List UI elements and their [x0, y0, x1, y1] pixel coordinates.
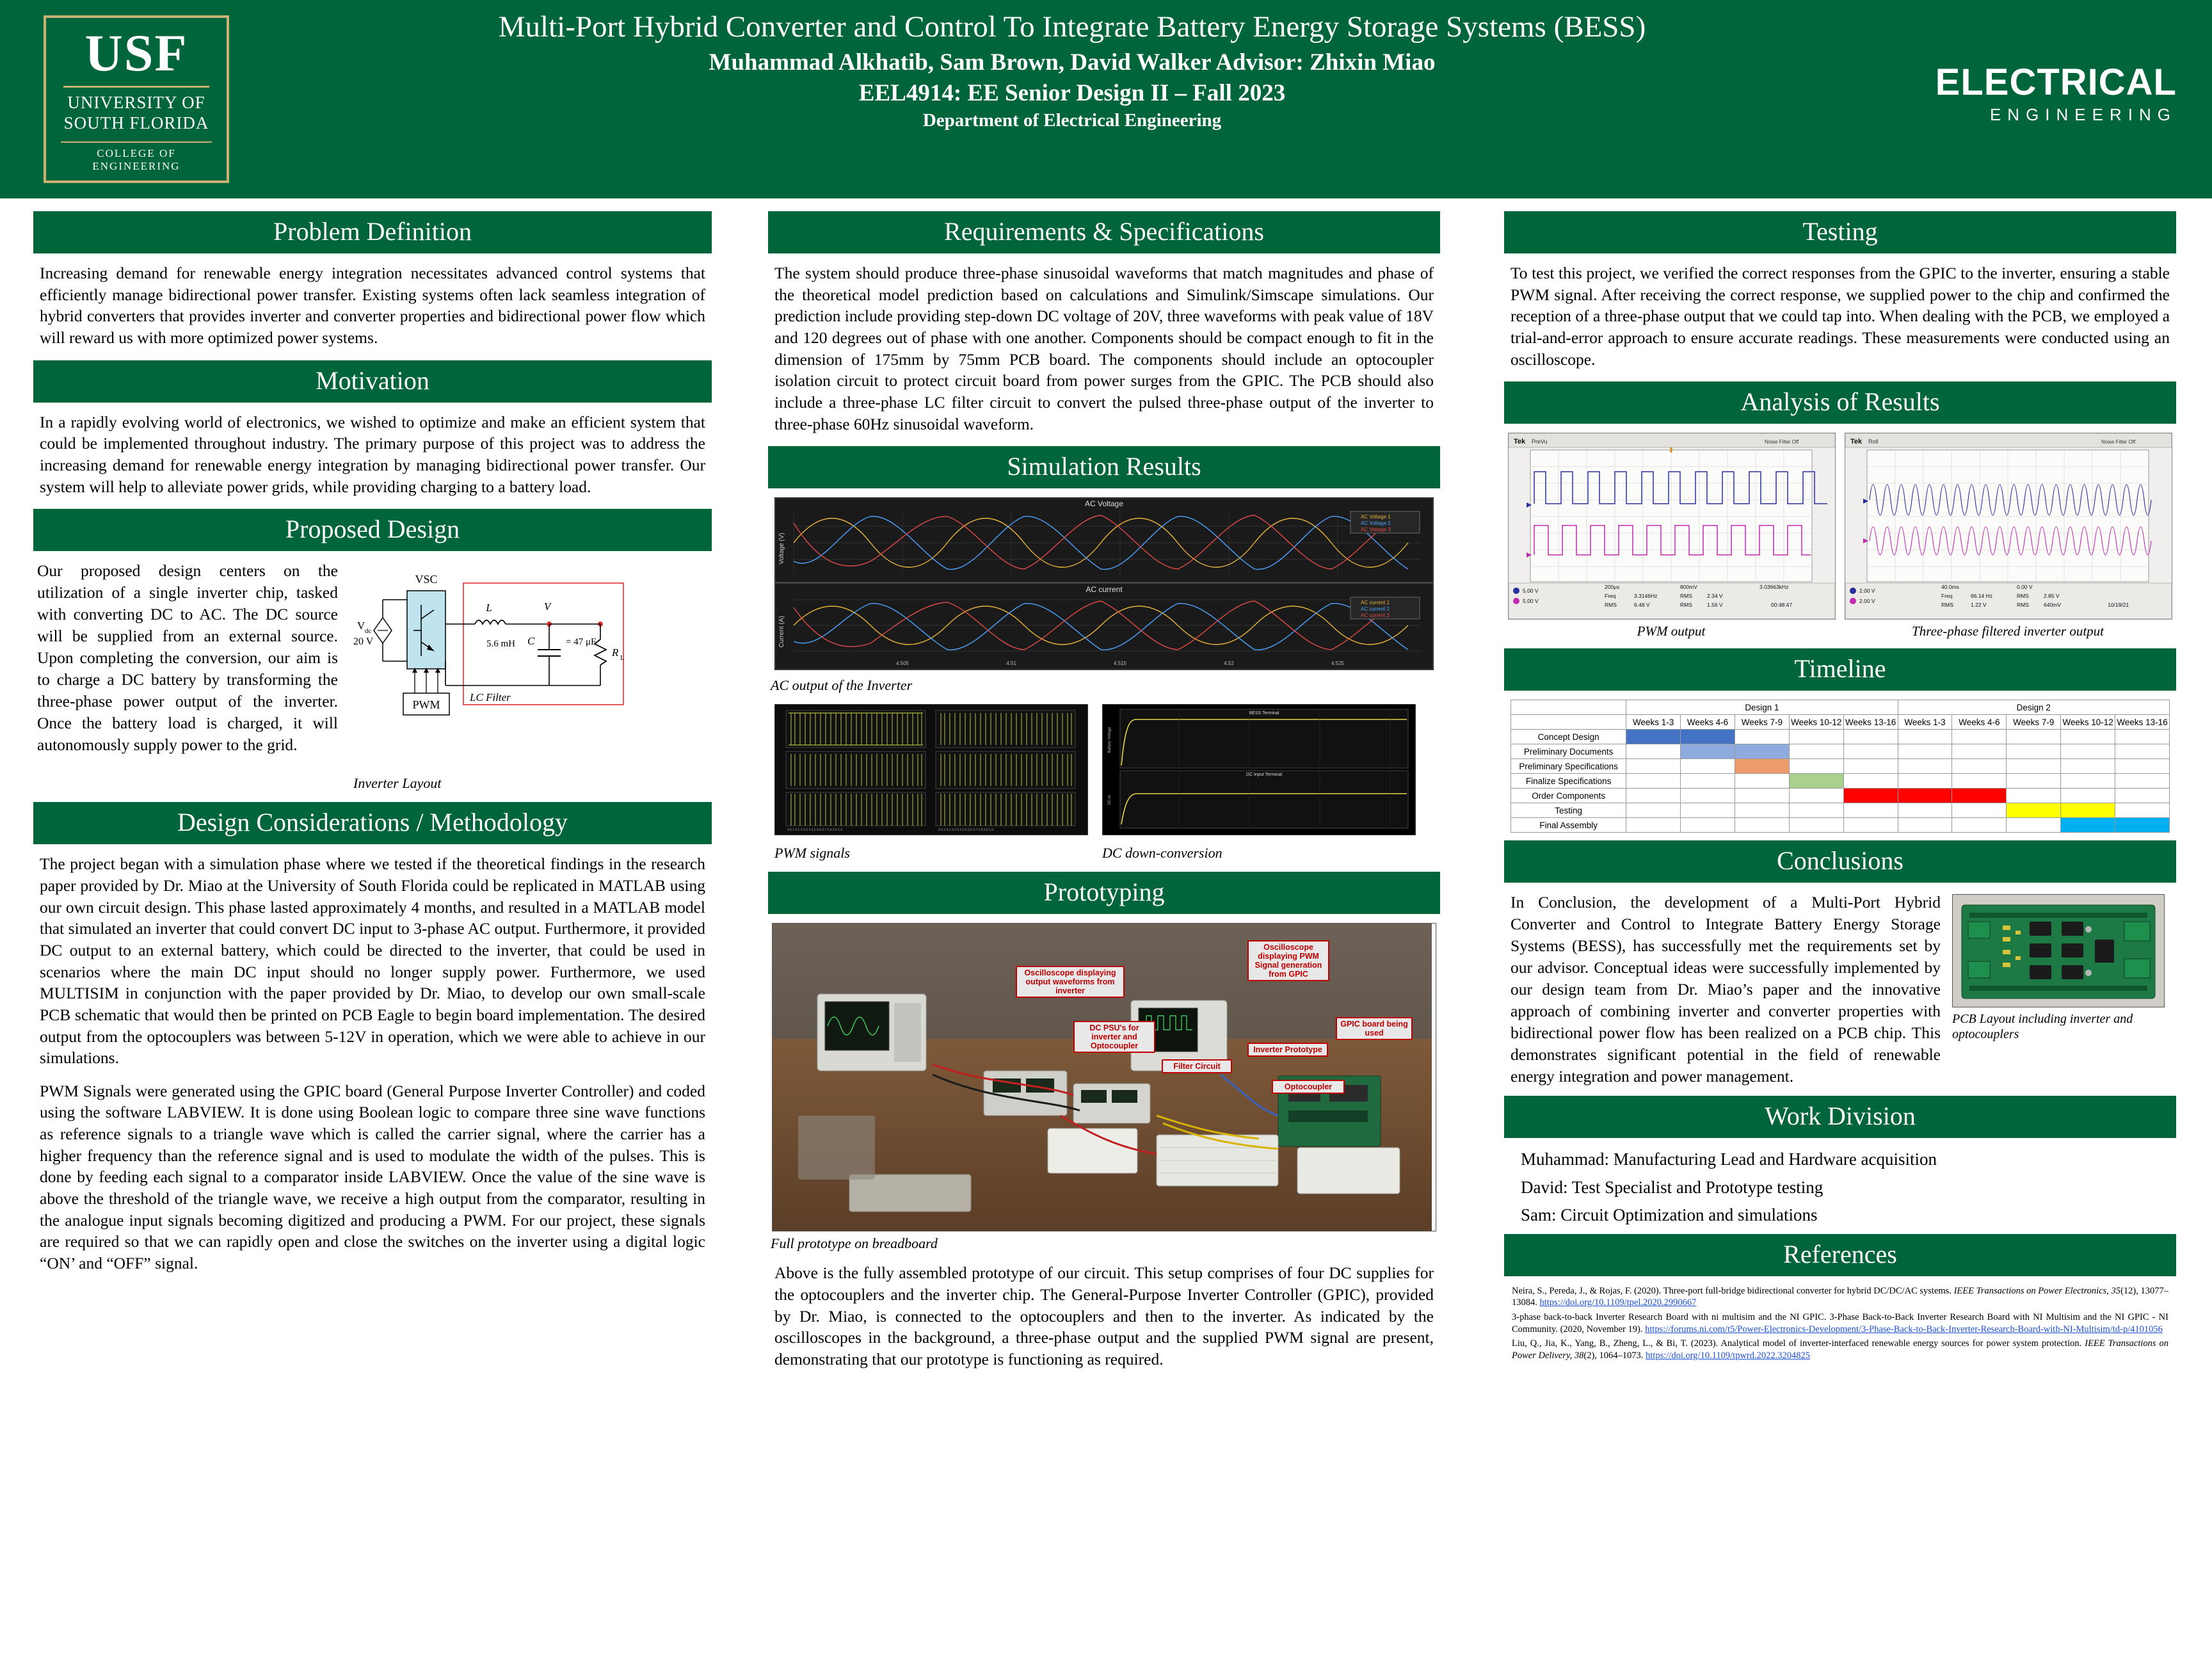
timeline-cell [1735, 730, 1789, 744]
timeline-cell [2007, 759, 2061, 774]
timeline-cell [2007, 744, 2061, 759]
timeline-cell [2061, 744, 2115, 759]
svg-text:AC current 3: AC current 3 [1361, 613, 1390, 619]
design-methodology-text-1: The project began with a simulation phase where we tested if the theoretical findings in the research paper provided by Dr. Miao at the University of South Florida could be replicated in MATLAB using our own circuit design. This phase lasted approximately 4 months, and resulted in a MATLAB model that simulated an inverter that could convert DC input to 3-phase AC output. Furthermore, it provided DC output to an external battery, which could be directed to the inverter, that could be used in scenarios where the main DC input should no longer supply power. Furthermore, we used MULTISIM in conjunction with the paper provided by Dr. Miao, to develop our own small-scale PCB schematic that would then be printed on PCB Eagle to begin board implementation. The desired output from the optocouplers was between 5-12V in operation, which we were able to achieve in our simulations. [40, 854, 705, 1068]
svg-text:4.52: 4.52 [1224, 661, 1234, 667]
timeline-cell [1626, 774, 1681, 789]
svg-text:VSC: VSC [415, 573, 438, 586]
timeline-cell [2061, 789, 2115, 803]
timeline-week-header: Weeks 7-9 [1735, 715, 1789, 730]
timeline-cell [1952, 774, 2007, 789]
timeline-cell [2115, 789, 2170, 803]
pcb-photo-caption: PCB Layout including inverter and optocouplers [1952, 1012, 2133, 1042]
timeline-row-label: Concept Design [1511, 730, 1626, 744]
svg-text:Battery Voltage: Battery Voltage [1108, 726, 1112, 753]
section-heading-requirements: Requirements & Specifications [768, 211, 1440, 253]
timeline-cell [1681, 774, 1735, 789]
timeline-cell [1898, 774, 1952, 789]
timeline-cell [1952, 759, 2007, 774]
timeline-cell [1626, 818, 1681, 833]
ac-output-caption: AC output of the Inverter [771, 677, 913, 694]
conclusions-block [1511, 892, 2170, 1087]
timeline-cell [1843, 803, 1898, 818]
timeline-cell [1681, 730, 1735, 744]
reference-journal: IEEE Transactions on Power Delivery, 38 [1512, 1338, 2168, 1361]
reference-item [1512, 1338, 2168, 1361]
timeline-cell [2115, 744, 2170, 759]
svg-text:AC current 2: AC current 2 [1361, 606, 1390, 613]
timeline-cell [2061, 774, 2115, 789]
timeline-cell [2061, 818, 2115, 833]
svg-text:4.505: 4.505 [895, 661, 910, 667]
poster-title: Multi-Port Hybrid Converter and Control To Integrate Battery Energy Storage Systems (BESS) [498, 10, 1646, 44]
timeline-week-header: Weeks 13-16 [2115, 715, 2170, 730]
svg-text:Noise Filter Off: Noise Filter Off [1765, 439, 1799, 445]
svg-text:Noise Filter Off: Noise Filter Off [2101, 439, 2136, 445]
prototype-description: Above is the fully assembled prototype of our circuit. This setup comprises of four DC supplies for the optocouplers and the inverter chip. The General-Purpose Inverter Controller (GPIC), provided by Dr. Miao, is connected to the optocouplers and then to the inverter. As indicated by the oscilloscopes in the background, a three-phase output and the supplied PWM signal are present, demonstrating that our prototype is functioning as required. [774, 1263, 1434, 1368]
svg-text:2.00 V: 2.00 V [1859, 598, 1875, 605]
proto-label-scope-inverter: Oscilloscope displaying output waveforms from inverter [1016, 966, 1125, 998]
svg-text:Current (A): Current (A) [778, 616, 785, 648]
svg-text:Roll: Roll [1868, 438, 1879, 445]
timeline-cell [2115, 818, 2170, 833]
timeline-cell [1789, 730, 1843, 744]
timeline-table [1511, 700, 2170, 833]
svg-text:1.56 V: 1.56 V [1707, 602, 1723, 609]
svg-text:20 V: 20 V [353, 636, 374, 648]
timeline-cell [1952, 789, 2007, 803]
timeline-corner [1511, 700, 1626, 715]
sim-lower-figures [774, 704, 1434, 838]
svg-text:800mV: 800mV [1680, 584, 1697, 591]
svg-text:10/19/21: 10/19/21 [2108, 602, 2129, 609]
timeline-cell [1735, 759, 1789, 774]
pwm-signals-figure [774, 704, 1088, 838]
left-column [33, 211, 712, 1286]
pcb-photo-block [1952, 894, 2163, 1042]
svg-text:4.525: 4.525 [1331, 661, 1345, 667]
svg-text:L: L [486, 602, 492, 614]
section-heading-analysis: Analysis of Results [1504, 381, 2176, 424]
svg-text:00:48:47: 00:48:47 [1771, 602, 1793, 609]
reference-journal: IEEE Transactions on Power Electronics, 35 [1953, 1285, 2121, 1296]
proto-label-inverter-prototype: Inverter Prototype [1247, 1043, 1328, 1057]
timeline-cell [1626, 744, 1681, 759]
svg-text:2.00 V: 2.00 V [1859, 588, 1875, 595]
svg-text:V: V [357, 620, 365, 632]
timeline-cell [2061, 759, 2115, 774]
timeline-row-label: Order Components [1511, 789, 1626, 803]
svg-text:RMS: RMS [1680, 602, 1692, 609]
timeline-cell [1843, 759, 1898, 774]
svg-text:6.48 V: 6.48 V [1634, 602, 1650, 609]
usf-logo-acronym: USF [84, 24, 188, 82]
reference-link[interactable]: https://forums.ni.com/t5/Power-Electronics-Development/3-Phase-Back-to-Back-Inverter-Research-Board-with-NI-Multisim/td-p/4101056 [1645, 1324, 2163, 1334]
pwm-signals-caption: PWM signals [774, 845, 850, 862]
timeline-cell [2007, 818, 2061, 833]
requirements-text: The system should produce three-phase sinusoidal waveforms that match magnitudes and phase of the theoretical model prediction based on calculations and Simulink/Simscape simulations. Our prediction include providing step-down DC voltage of 20V, three waveforms with peak value of 18V and 120 degrees out of phase with one another. Components should be compact enough to fit in the dimension of 175mm by 75mm PCB board. The components should include an optocoupler isolation circuit to protect circuit board from power surges from the GPIC. The PCB should also include a three-phase LC filter circuit to convert the pulsed three-phase output of the inverter to three-phase 60Hz sinusoidal waveform. [774, 264, 1434, 433]
timeline-cell [1789, 759, 1843, 774]
reference-item [1512, 1285, 2168, 1309]
timeline-row [1511, 744, 2170, 759]
timeline-cell [1789, 744, 1843, 759]
timeline-cell [1952, 744, 2007, 759]
section-heading-timeline: Timeline [1504, 648, 2176, 691]
timeline-week-header: Weeks 1-3 [1626, 715, 1681, 730]
svg-text:AC Voltage 1: AC Voltage 1 [1361, 514, 1391, 520]
usf-logo-rule [63, 86, 209, 88]
poster-course: EEL4914: EE Senior Design II – Fall 2023 [858, 79, 1286, 106]
proto-label-dc-psu: DC PSU's for inverter and Optocoupler [1073, 1021, 1155, 1053]
timeline-cell [2115, 730, 2170, 744]
svg-text:66.14 Hz: 66.14 Hz [1971, 593, 1993, 600]
svg-text:dc: dc [365, 627, 372, 636]
scope-pwm-output [1508, 433, 1834, 639]
svg-text:AC current 1: AC current 1 [1361, 600, 1390, 606]
timeline-cell [1681, 744, 1735, 759]
work-item-2: David: Test Specialist and Prototype testing [1521, 1177, 1823, 1197]
svg-text:RMS: RMS [1941, 602, 1953, 609]
timeline-week-header: Weeks 13-16 [1843, 715, 1898, 730]
timeline-cell [1898, 730, 1952, 744]
ee-logo-line1: ELECTRICAL [1935, 61, 2177, 103]
proposed-design-text: Our proposed design centers on the utilization of a single inverter chip, tasked with converting DC to AC. The DC source will be supplied from an external source. Upon completing the conversion, our aim is to charge a DC battery by transforming the three-phase power output of the inverter. Once the battery load is charged, it will autonomously supply power to the grid. [37, 561, 338, 754]
timeline-cell [1789, 818, 1843, 833]
svg-text:RMS: RMS [2017, 593, 2029, 600]
dc-conversion-figure [1102, 704, 1416, 838]
svg-text:DC Input Terminal: DC Input Terminal [1246, 773, 1282, 778]
svg-text:Voltage (V): Voltage (V) [778, 533, 785, 565]
timeline-cell [1843, 774, 1898, 789]
scope-pwm-image [1508, 433, 1836, 620]
svg-text:V: V [544, 600, 551, 613]
timeline-cell [1898, 803, 1952, 818]
timeline-cell [2115, 759, 2170, 774]
svg-text:1.22 V: 1.22 V [1971, 602, 1987, 609]
timeline-cell [1735, 803, 1789, 818]
timeline-week-header: Weeks 1-3 [1898, 715, 1952, 730]
electrical-engineering-logo [1921, 61, 2177, 125]
timeline-row [1511, 818, 2170, 833]
scope-pwm-svg [1509, 433, 1835, 619]
reference-text: 3-phase back-to-back Inverter Research Board with ni multisim and the NI GPIC. 3-Phase Back-to-Back Inverter Research Board with NI Multisim and the NI GPIC - NI Community. (2020, November 19). [1512, 1311, 2168, 1334]
problem-definition-text: Increasing demand for renewable energy integration necessitates advanced control systems that efficiently manage bidirectional power transfer. Existing systems often lack seamless integration of hybrid converters that provides inverter and converter properties and bidirectional power flow which will reward us with more optimized power systems. [40, 264, 705, 347]
right-column [1504, 211, 2176, 1364]
svg-text:2.85 V: 2.85 V [2044, 593, 2060, 600]
pcb-photo [1952, 894, 2165, 1007]
proto-label-scope-gpic: Oscilloscope displaying PWM Signal generation from GPIC [1247, 940, 1329, 981]
timeline-cell [1843, 818, 1898, 833]
timeline-row-label: Final Assembly [1511, 818, 1626, 833]
timeline-cell [1681, 789, 1735, 803]
timeline-header-weeks [1511, 715, 2170, 730]
timeline-cell [1789, 774, 1843, 789]
svg-text:AC Voltage 2: AC Voltage 2 [1361, 520, 1391, 527]
proto-label-filter-circuit: Filter Circuit [1162, 1059, 1232, 1073]
usf-logo-college: COLLEGE OF ENGINEERING [61, 141, 212, 173]
svg-text:5.00 V: 5.00 V [1523, 598, 1539, 605]
scope-figures [1508, 433, 2172, 639]
reference-text: Neira, S., Pereda, J., & Rojas, F. (2020). Three-port full-bridge bidirectional converter for hybrid DC/DC/AC systems. [1512, 1285, 1954, 1296]
reference-link[interactable]: https://doi.org/10.1109/tpwrd.2022.3204825 [1646, 1350, 1811, 1361]
timeline-row-label: Preliminary Specifications [1511, 759, 1626, 774]
timeline-cell [2007, 803, 2061, 818]
reference-link[interactable]: https://doi.org/10.1109/tpel.2020.2990667 [1539, 1297, 1697, 1308]
pwm-signals-plot [774, 704, 1088, 835]
motivation-text: In a rapidly evolving world of electronics, we wished to optimize and make an efficient system that could be implemented throughout industry. The primary purpose of this project was to address the increasing demand for renewable energy integration by managing bidirectional power transfer. Our system will help to alleviate power grids, while providing charging to a battery load. [40, 412, 705, 496]
scope-three-phase-image [1845, 433, 2172, 620]
svg-text:Tek: Tek [1850, 438, 1863, 446]
timeline-cell [1843, 744, 1898, 759]
svg-text:BESS Terminal: BESS Terminal [1249, 711, 1279, 716]
section-heading-prototyping: Prototyping [768, 872, 1440, 914]
timeline-cell [1843, 789, 1898, 803]
timeline-cell [1681, 818, 1735, 833]
timeline-row [1511, 730, 2170, 744]
svg-text:RMS: RMS [2017, 602, 2029, 609]
scope-three-phase-caption: Three-phase filtered inverter output [1912, 623, 2104, 639]
timeline-design-header: Design 1 [1626, 700, 1898, 715]
references-list [1504, 1285, 2176, 1361]
section-heading-conclusions: Conclusions [1504, 840, 2176, 883]
design-methodology-text-2: PWM Signals were generated using the GPIC board (General Purpose Inverter Controller) and coded using the software LABVIEW. It is done using Boolean logic to compare three sine wave functions as reference signals to a triangle wave which is called the carrier signal, where the carrier has a higher frequency than the reference signal and is used to modulate the width of the pulses. This is done by feeding each signal to a comparator inside LABVIEW. Once the value of the sine wave is above the threshold of the triangle wave, we receive a high output from the comparator, resulting in the analogue input signals becoming digitized and producing a PWM. For our project, these signals are required so that we can rapidly open and close the switches on the inverter using a digital logic “ON’ and “OFF” signal. [40, 1081, 705, 1273]
inverter-layout-diagram [338, 560, 696, 752]
section-heading-simulation: Simulation Results [768, 446, 1440, 488]
timeline-row [1511, 759, 2170, 774]
timeline-row-label: Testing [1511, 803, 1626, 818]
timeline-week-header: Weeks 4-6 [1681, 715, 1735, 730]
proto-label-optocoupler: Optocoupler [1272, 1080, 1345, 1094]
section-heading-work-division: Work Division [1504, 1096, 2176, 1138]
section-heading-proposed-design: Proposed Design [33, 509, 712, 551]
reference-item [1512, 1311, 2168, 1335]
svg-text:Freq: Freq [1605, 593, 1616, 600]
svg-text:4.515: 4.515 [1113, 661, 1127, 667]
conclusions-text: In Conclusion, the development of a Multi-Port Hybrid Converter and Control to Integrate Battery Energy Storage Systems (BESS), has successfully met the requirements set by our advisor. Conceptual ideas were successfully implemented by our design team from Dr. Miao’s paper and the innovative approach of combining inverter and converter properties with bidirectional power flow has been realized on a PCB chip. This demonstrates significant potential in the field of renewable energy integration and power management. [1511, 893, 1941, 1086]
svg-text:Freq: Freq [1941, 593, 1953, 600]
timeline-week-header: Weeks 4-6 [1952, 715, 2007, 730]
timeline-cell [1898, 744, 1952, 759]
reference-pages: (2), 1064–1073. [1583, 1350, 1646, 1361]
svg-text:DC-in: DC-in [1108, 795, 1112, 805]
timeline-week-header: Weeks 10-12 [2061, 715, 2115, 730]
work-item-1: Muhammad: Manufacturing Lead and Hardware acquisition [1521, 1150, 1937, 1169]
svg-text:3.03663kHz: 3.03663kHz [1759, 584, 1789, 591]
ee-logo-line2: ENGINEERING [1989, 105, 2177, 124]
svg-text:AC current: AC current [1086, 585, 1123, 595]
timeline-cell [2115, 774, 2170, 789]
timeline-row [1511, 774, 2170, 789]
usf-logo-line1: UNIVERSITY OF [67, 93, 205, 112]
section-heading-testing: Testing [1504, 211, 2176, 253]
poster-authors: Muhammad Alkhatib, Sam Brown, David Walker Advisor: Zhixin Miao [709, 49, 1436, 76]
poster-department: Department of Electrical Engineering [922, 109, 1222, 131]
svg-text:0 0.1 0.2 0.3 0.4 0.5 0.: 0 0.1 0.2 0.3 0.4 0.5 0.6 0.7 0.8 0.9 1.0 [938, 828, 994, 833]
timeline-cell [2007, 774, 2061, 789]
scope-three-phase-svg [1845, 433, 2172, 619]
timeline-cell [2061, 730, 2115, 744]
timeline-cell [1626, 759, 1681, 774]
section-heading-design-considerations: Design Considerations / Methodology [33, 802, 712, 844]
svg-text:40.0ms: 40.0ms [1941, 584, 1959, 591]
svg-text:C: C [527, 635, 535, 648]
svg-text:0.00 V: 0.00 V [2017, 584, 2033, 591]
timeline-cell [1898, 789, 1952, 803]
svg-text:LC Filter: LC Filter [470, 691, 511, 704]
timeline-row-label: Preliminary Documents [1511, 744, 1626, 759]
timeline-cell [1626, 789, 1681, 803]
svg-text:= 47 μF: = 47 μF [566, 637, 597, 648]
timeline-cell [2115, 803, 2170, 818]
inverter-layout-figure [338, 560, 696, 771]
timeline-cell [1626, 803, 1681, 818]
reference-text: Liu, Q., Jia, K., Yang, B., Zheng, L., & Bi, T. (2023). Analytical model of inverter-interfaced renewable energy sources for power system protection. [1512, 1338, 2085, 1349]
timeline-cell [1735, 789, 1789, 803]
timeline-week-header: Weeks 7-9 [2007, 715, 2061, 730]
svg-text:5.00 V: 5.00 V [1523, 588, 1539, 595]
poster-header [0, 0, 2212, 198]
timeline-cell [2061, 803, 2115, 818]
timeline-week-header: Weeks 10-12 [1789, 715, 1843, 730]
svg-text:PWM: PWM [412, 698, 440, 712]
timeline-cell [1735, 818, 1789, 833]
usf-logo-line2: SOUTH FLORIDA [63, 113, 209, 132]
proposed-design-block [37, 560, 708, 771]
prototype-photo [772, 923, 1436, 1231]
scope-three-phase-output [1845, 433, 2171, 639]
timeline-row [1511, 789, 2170, 803]
timeline-cell [1952, 818, 2007, 833]
timeline-cell [1735, 744, 1789, 759]
timeline-row [1511, 803, 2170, 818]
testing-text: To test this project, we verified the correct responses from the GPIC to the inverter, ensuring a stable PWM signal. After receiving the correct response, we supplied power to the chip and confirmed the reception of a three-phase output that we could tap into. When dealing with the PCB, we employed a trial-and-error approach to ensure accurate readings. These measurements were conducted using an oscilloscope. [1511, 264, 2170, 369]
prototype-caption: Full prototype on breadboard [771, 1235, 938, 1252]
svg-text:AC Voltage 3: AC Voltage 3 [1361, 527, 1391, 533]
timeline-cell [1626, 730, 1681, 744]
timeline-header-designs [1511, 700, 2170, 715]
svg-text:PreVu: PreVu [1532, 438, 1548, 445]
dc-conversion-caption: DC down-conversion [1102, 845, 1222, 862]
timeline-cell [1735, 774, 1789, 789]
proto-label-gpic-board: GPIC board being used [1336, 1017, 1413, 1040]
middle-column [768, 211, 1440, 1382]
svg-text:4.51: 4.51 [1006, 661, 1016, 667]
section-heading-problem: Problem Definition [33, 211, 712, 253]
svg-text:200μs: 200μs [1605, 584, 1620, 591]
timeline-corner-2 [1511, 715, 1626, 730]
svg-text:RMS: RMS [1680, 593, 1692, 600]
svg-text:RMS: RMS [1605, 602, 1617, 609]
timeline-row-label: Finalize Specifications [1511, 774, 1626, 789]
svg-text:R: R [612, 646, 619, 659]
timeline-cell [1898, 759, 1952, 774]
timeline-cell [1952, 730, 2007, 744]
ac-output-figure [774, 497, 1434, 673]
timeline-cell [1843, 730, 1898, 744]
timeline-cell [1681, 803, 1735, 818]
timeline-cell [1681, 759, 1735, 774]
reference-pages: (12), 13077–13084. [1512, 1285, 2168, 1308]
title-block [243, 10, 1901, 131]
timeline-cell [1789, 789, 1843, 803]
work-item-3: Sam: Circuit Optimization and simulations [1521, 1205, 1818, 1224]
svg-text:0 0.1 0.2 0.3 0.4 0.5 0.: 0 0.1 0.2 0.3 0.4 0.5 0.6 0.7 0.8 0.9 1.0 [787, 828, 843, 833]
timeline-cell [2007, 730, 2061, 744]
usf-logo [44, 15, 229, 183]
timeline-cell [1789, 803, 1843, 818]
dc-conversion-plot [1102, 704, 1416, 835]
svg-text:Tek: Tek [1514, 438, 1526, 446]
svg-text:3.3146Hz: 3.3146Hz [1634, 593, 1658, 600]
timeline-cell [1952, 803, 2007, 818]
section-heading-motivation: Motivation [33, 360, 712, 403]
inverter-layout-caption: Inverter Layout [353, 775, 442, 792]
svg-text:5.6 mH: 5.6 mH [486, 639, 515, 650]
svg-text:L: L [620, 654, 625, 662]
timeline-cell [1898, 818, 1952, 833]
ac-output-plot [774, 497, 1434, 670]
svg-text:2.34 V: 2.34 V [1707, 593, 1723, 600]
scope-pwm-caption: PWM output [1637, 623, 1706, 639]
svg-text:AC Voltage: AC Voltage [1084, 499, 1124, 509]
svg-text:640mV: 640mV [2044, 602, 2061, 609]
timeline-design-header: Design 2 [1898, 700, 2169, 715]
timeline-cell [2007, 789, 2061, 803]
section-heading-references: References [1504, 1234, 2176, 1276]
